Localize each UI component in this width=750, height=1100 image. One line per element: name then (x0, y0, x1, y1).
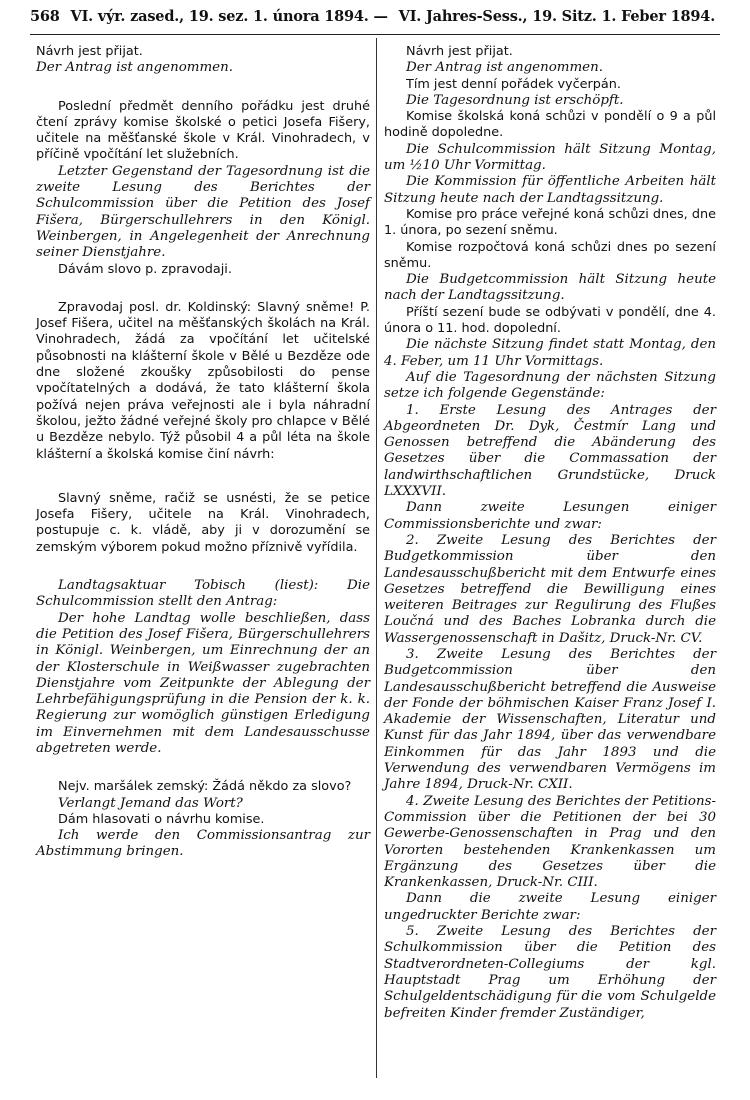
spacer (36, 463, 370, 491)
spacer (36, 77, 370, 99)
czech-paragraph: Poslední předmět denního pořádku jest druhé čtení zprávy komise školské o petici Josefa Fišery, učitele na měšťanské škole v Král. Vinohradech, v příčině vpočítání let služebních. (36, 98, 370, 163)
czech-paragraph: Dávám slovo p. zpravodaji. (58, 261, 232, 277)
german-paragraph: Die Kommission für öffentliche Arbeiten hält Sitzung heute nach der Landtagssitzung. (384, 174, 716, 206)
czech-paragraph: Zpravodaj posl. dr. Koldinský: Slavný sněme! P. Josef Fišera, učitel na měšťanských školách na Král. Vinohradech, žádá za vpočítání let učitelské působnosti na klášterní škole v Bělé u Bezděze ode dne složené zkoušky způsobilosti do pense vpočítatelných a dodává, že tato klášterní škola požívá nejen práva veřejnosti ale i byla náhradní školou, ježto žádné veřejné školy pro chlapce v Bělé u Bezděze nebylo. Týž působil 4 a půl léta na škole klášterní a školská komise činí návrh: (36, 299, 370, 462)
czech-paragraph: Komise rozpočtová koná schůzi dnes po sezení sněmu. (384, 239, 716, 271)
right-column (384, 44, 716, 1022)
column-divider (376, 38, 377, 1078)
german-paragraph: Letzter Gegenstand der Tagesordnung ist die zweite Lesung des Berichtes der Schulcommission über die Petition des Josef Fišera, Bürgerschullehrers in den Königl. Weinbergen, in Angelegenheit der Anrechnung seiner Dienstjahre. (36, 163, 370, 261)
german-paragraph: 2. Zweite Lesung des Berichtes der Budgetkommission über den Landesausschußbericht mit dem Entwurfe eines Gesetzes betreffend die Bewilligung eines weiteren Beitrages zur Regulirung des Flußes Loučná und des Baches Lobranka durch die Wassergenossenschaft in Dašitz, Druck-Nr. CV. (384, 532, 716, 646)
spacer (36, 757, 370, 779)
czech-paragraph: Tím jest denní pořádek vyčerpán. (406, 76, 621, 92)
czech-paragraph: Dám hlasovati o návrhu komise. (58, 811, 265, 827)
german-paragraph: Die Schulcommission hält Sitzung Montag, um ½10 Uhr Vormittag. (384, 141, 716, 174)
german-paragraph: 4. Zweite Lesung des Berichtes der Petitions-Commission über die Petitionen der bei 30 Gewerbe-Genossenschaften in Prag und den Vororten bestehenden Krankenkassen um Ergänzung des Gesetzes über die Krankenkassen, Druck-Nr. CIII. (384, 793, 716, 891)
czech-paragraph: Komise pro práce veřejné koná schůzi dnes, dne 1. února, po sezení sněmu. (384, 206, 716, 239)
spacer (36, 278, 370, 300)
german-paragraph: Der Antrag ist angenommen. (36, 60, 233, 76)
german-paragraph: Verlangt Jemand das Wort? (58, 795, 243, 811)
german-paragraph: 5. Zweite Lesung des Berichtes der Schulkommission über die Petition des Stadtverordneten-Collegiums der kgl. Hauptstadt Prag um Erhöhung der Schulgeldentschädigung für die vom Schulgelde befreiten Kinder fremder Zuständiger, (384, 924, 716, 1021)
left-column (36, 44, 370, 861)
header-czech-title: VI. výr. zased., 19. sez. 1. února 1894. — (70, 8, 388, 25)
czech-paragraph: Návrh jest přijat. (36, 44, 143, 59)
german-paragraph: Landtagsaktuar Tobisch (liest): Die Schulcommission stellt den Antrag: (36, 578, 370, 610)
czech-paragraph: Nejv. maršálek zemský: Žádá někdo za slovo? (58, 779, 352, 795)
czech-paragraph: Slavný sněme, račiž se usnésti, že se petice Josefa Fišery, učitele na Král. Vinohradech, postupuje c. k. vládě, aby ji v dorozumění se zemským výborem pokud možno příznivě vyřídila. (36, 490, 370, 555)
czech-paragraph: Příští sezení bude se odbývati v pondělí, dne 4. února o 11. hod. dopolední. (384, 304, 716, 337)
german-paragraph: Die Budgetcommission hält Sitzung heute nach der Landtagssitzung. (384, 272, 716, 304)
german-paragraph: Der Antrag ist angenommen. (406, 60, 603, 76)
german-paragraph: Dann die zweite Lesung einiger ungedruckter Berichte zwar: (384, 891, 716, 923)
czech-paragraph: Návrh jest přijat. (406, 44, 513, 59)
page-number: 568 (30, 8, 60, 25)
german-paragraph: 3. Zweite Lesung des Berichtes der Budgetcommission über den Landesausschußbericht betreffend die Ausweise der Fonde der böhmischen Kaiser Franz Josef I. Akademie der Wissenschaften, Literatur und Kunst für das Jahr 1894, über das verwendbare Einkommen für das Jahr 1893 und die Verwendung des verwendbaren Vermögens im Jahre 1894, Druck-Nr. CXII. (384, 646, 716, 793)
german-paragraph: Ich werde den Commissionsantrag zur Abstimmung bringen. (36, 828, 370, 860)
german-paragraph: Der hohe Landtag wolle beschließen, dass die Petition des Josef Fišera, Bürgerschullehrers in Königl. Weinbergen, um Einrechnung der an der Klosterschule in Weißwasser zugebrachten Dienstjahre vom Zeitpunkte der Ablegung der Lehrbefähigungsprüfung in die Pension der k. k. Regierung zur womöglich günstigen Erledigung im Einvernehmen mit dem Landesausschusse abgetreten werde. (36, 610, 370, 756)
german-paragraph: Dann zweite Lesungen einiger Commissionsberichte und zwar: (384, 500, 716, 532)
german-paragraph: Auf die Tagesordnung der nächsten Sitzung setze ich folgende Gegenstände: (384, 369, 716, 402)
czech-paragraph: Komise školská koná schůzi v pondělí o 9 a půl hodině dopoledne. (384, 109, 716, 141)
german-paragraph: Die Tagesordnung ist erschöpft. (406, 92, 624, 108)
german-paragraph: 1. Erste Lesung des Antrages der Abgeordneten Dr. Dyk, Čestmír Lang und Genossen betreffend die Abänderung des Gesetzes über die Commassation der landwirthschaftlichen Grundstücke, Druck LXXXVII. (384, 402, 716, 500)
spacer (36, 556, 370, 578)
header-rule (30, 34, 720, 35)
running-header (30, 8, 720, 34)
german-paragraph: Die nächste Sitzung findet statt Montag, den 4. Feber, um 11 Uhr Vormittags. (384, 337, 716, 369)
header-german-title: VI. Jahres-Sess., 19. Sitz. 1. Feber 1894. (398, 8, 716, 25)
